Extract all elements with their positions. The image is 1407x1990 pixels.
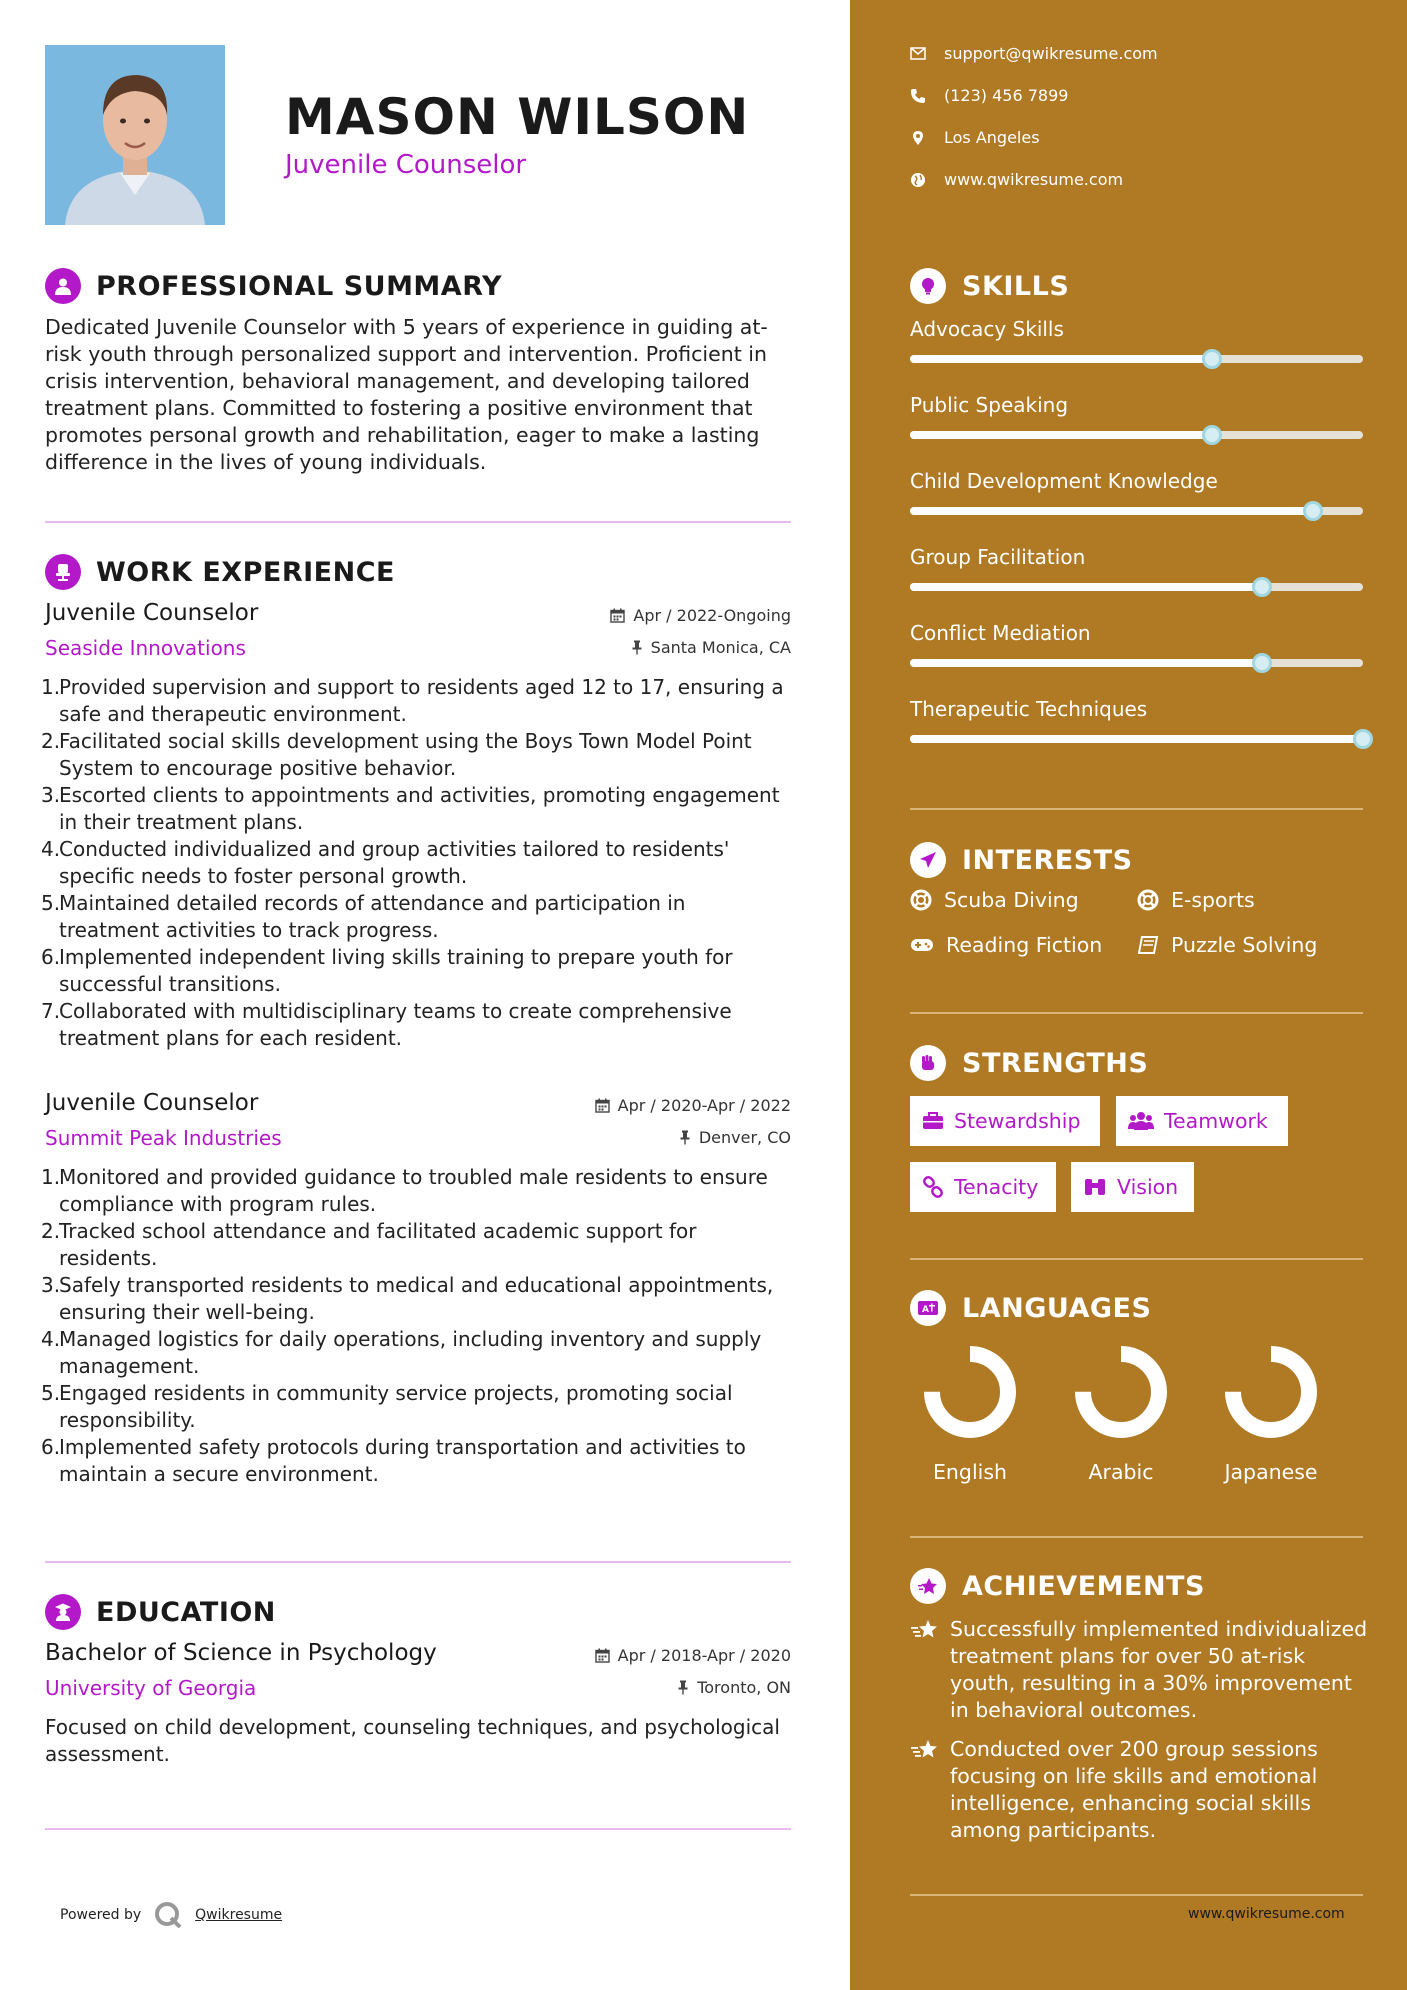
skill-name: Conflict Mediation <box>910 621 1091 645</box>
school: University of Georgia <box>45 1676 257 1700</box>
skill-item <box>910 469 1363 515</box>
fist-icon <box>910 1045 946 1081</box>
achievement-text: Conducted over 200 group sessions focusing on life skills and emotional intelligence, enhancing social skills among participants. <box>950 1737 1318 1842</box>
degree: Bachelor of Science in Psychology <box>45 1640 437 1666</box>
language-item <box>1211 1342 1331 1484</box>
interest-label: Scuba Diving <box>944 888 1079 912</box>
education-date-text: Apr / 2018-Apr / 2020 <box>617 1646 791 1665</box>
skill-bar-fill <box>910 431 1212 439</box>
list-item: 7. Collaborated with multidisciplinary teams to create comprehensive treatment plans for each resident. <box>41 999 732 1050</box>
job-company: Seaside Innovations <box>45 636 246 660</box>
job-title: Juvenile Counselor <box>45 1090 259 1116</box>
gamepad-icon <box>910 937 934 953</box>
contact-phone[interactable] <box>910 86 1068 105</box>
job-location-text: Denver, CO <box>698 1128 791 1147</box>
contact-website[interactable] <box>910 170 1123 189</box>
achievements-title: ACHIEVEMENTS <box>962 1570 1205 1602</box>
qwikresume-logo-icon <box>153 1900 183 1930</box>
job-location <box>679 1128 791 1147</box>
candidate-title: Juvenile Counselor <box>285 150 527 180</box>
education-title: EDUCATION <box>96 1596 276 1628</box>
paper-plane-icon <box>910 842 946 878</box>
job-date <box>595 1096 791 1115</box>
language-item <box>910 1342 1030 1484</box>
contact-email[interactable] <box>910 44 1158 63</box>
skill-name: Child Development Knowledge <box>910 469 1218 493</box>
experience-title: WORK EXPERIENCE <box>96 556 395 588</box>
skill-item <box>910 621 1363 667</box>
email-text: support@qwikresume.com <box>944 44 1158 63</box>
divider <box>910 1894 1363 1896</box>
divider <box>45 521 791 523</box>
book-icon <box>1137 935 1159 955</box>
pin-icon <box>679 1130 691 1145</box>
skill-name: Group Facilitation <box>910 545 1086 569</box>
language-label: English <box>932 1460 1008 1484</box>
achievement-text: Successfully implemented individualized treatment plans for over 50 at-risk youth, resulting in a 30% improvement in behavioral outcomes. <box>950 1617 1368 1722</box>
strength-label: Tenacity <box>954 1175 1039 1199</box>
list-item: 6. Implemented independent living skills training to prepare youth for successful transitions. <box>41 945 733 996</box>
interest-label: Reading Fiction <box>946 933 1103 957</box>
candidate-name: MASON WILSON <box>285 88 750 146</box>
skill-bar-fill <box>910 659 1262 667</box>
skill-bar-handle <box>1202 425 1222 445</box>
shooting-star-icon <box>910 1738 940 1762</box>
skill-bar <box>910 355 1363 363</box>
strength-label: Stewardship <box>954 1109 1081 1133</box>
skill-name: Advocacy Skills <box>910 317 1064 341</box>
star-icon <box>910 1568 946 1604</box>
list-item: 5. Maintained detailed records of attendance and participation in treatment activities to track progress. <box>41 891 686 942</box>
contact-location <box>910 128 1040 147</box>
skill-name: Therapeutic Techniques <box>910 697 1148 721</box>
profile-photo <box>45 45 225 225</box>
achievement-item <box>910 1736 1370 1844</box>
languages-title: LANGUAGES <box>962 1292 1152 1324</box>
education-description: Focused on child development, counseling techniques, and psychological assessment. <box>45 1715 780 1766</box>
skill-item <box>910 697 1363 743</box>
job-entry <box>41 600 791 1052</box>
shooting-star-icon <box>910 1618 940 1642</box>
calendar-icon <box>595 1648 610 1663</box>
skill-bar-fill <box>910 355 1212 363</box>
language-label: Arabic <box>1088 1460 1154 1484</box>
skill-bar <box>910 431 1363 439</box>
job-bullets <box>41 674 791 1052</box>
job-bullets <box>41 1164 791 1488</box>
map-marker-icon <box>910 130 926 146</box>
strength-label: Teamwork <box>1164 1109 1268 1133</box>
interests-heading <box>910 842 1133 878</box>
phone-text: (123) 456 7899 <box>944 86 1069 105</box>
language-donut <box>1221 1342 1321 1442</box>
achievements-heading <box>910 1568 1205 1604</box>
chair-icon <box>45 554 81 590</box>
interests-title: INTERESTS <box>962 844 1133 876</box>
calendar-icon <box>610 608 625 623</box>
divider <box>910 1012 1363 1014</box>
job-title: Juvenile Counselor <box>45 600 259 626</box>
summary-title: PROFESSIONAL SUMMARY <box>96 270 503 302</box>
globe-icon <box>910 172 926 188</box>
skill-bar-fill <box>910 507 1313 515</box>
skills-heading <box>910 268 1069 304</box>
skill-bar <box>910 507 1363 515</box>
divider <box>45 1561 791 1563</box>
powered-by <box>60 1900 282 1930</box>
job-location-text: Santa Monica, CA <box>650 638 791 657</box>
experience-heading <box>45 554 395 590</box>
list-item: 5. Engaged residents in community service projects, promoting social responsibility. <box>41 1381 733 1432</box>
skill-bar-handle <box>1353 729 1373 749</box>
strength-badge <box>1071 1162 1194 1212</box>
interest-item <box>1137 933 1317 957</box>
skill-item <box>910 545 1363 591</box>
list-item: 3. Safely transported residents to medical and educational appointments, ensuring their well-being. <box>41 1273 774 1324</box>
pin-icon <box>677 1680 689 1695</box>
divider <box>45 1828 791 1830</box>
education-heading <box>45 1594 276 1630</box>
education-location <box>677 1678 791 1697</box>
skill-bar <box>910 659 1363 667</box>
skill-bar-handle <box>1303 501 1323 521</box>
strengths-heading <box>910 1045 1148 1081</box>
job-date-text: Apr / 2022-Ongoing <box>633 606 791 625</box>
skills-title: SKILLS <box>962 270 1070 302</box>
users-icon <box>1128 1111 1154 1131</box>
list-item: 4. Conducted individualized and group activities tailored to residents' specific needs to foster personal growth. <box>41 837 730 888</box>
graduate-icon <box>45 1594 81 1630</box>
lifebuoy-icon <box>910 889 932 911</box>
footer-website[interactable]: www.qwikresume.com <box>1188 1906 1345 1922</box>
divider <box>910 808 1363 810</box>
language-label: Japanese <box>1224 1460 1318 1484</box>
job-date-text: Apr / 2020-Apr / 2022 <box>617 1096 791 1115</box>
language-donut <box>920 1342 1020 1442</box>
education-date <box>595 1646 791 1665</box>
list-item: 3. Escorted clients to appointments and activities, promoting engagement in their treatment plans. <box>41 783 780 834</box>
qwikresume-link[interactable]: Qwikresume <box>195 1907 283 1923</box>
summary-text: Dedicated Juvenile Counselor with 5 years of experience in guiding at-risk youth through personalized support and intervention. Proficient in crisis intervention, behavioral management, and developing tailored treatment plans. Committed to fostering a positive environment that promotes personal growth and rehabilitation, eager to make a lasting difference in the lives of young individuals. <box>45 315 768 474</box>
strengths-title: STRENGTHS <box>962 1047 1149 1079</box>
interest-label: E-sports <box>1171 888 1255 912</box>
website-text: www.qwikresume.com <box>944 170 1124 189</box>
svg-text:A: A <box>922 1305 929 1315</box>
skill-name: Public Speaking <box>910 393 1069 417</box>
interest-item <box>910 933 1102 957</box>
list-item: 6. Implemented safety protocols during transportation and activities to maintain a secure environment. <box>41 1435 746 1486</box>
link-icon <box>922 1176 944 1198</box>
languages-heading <box>910 1290 1151 1326</box>
skill-bar <box>910 735 1363 743</box>
strength-badge <box>1116 1096 1288 1146</box>
language-item <box>1061 1342 1181 1484</box>
job-company: Summit Peak Industries <box>45 1126 282 1150</box>
translate-icon <box>910 1290 946 1326</box>
list-item: 1. Provided supervision and support to residents aged 12 to 17, ensuring a safe and therapeutic environment. <box>41 675 784 726</box>
pin-icon <box>631 640 643 655</box>
location-text: Los Angeles <box>944 128 1040 147</box>
phone-icon <box>910 88 926 104</box>
briefcase-icon <box>922 1112 944 1130</box>
lightbulb-icon <box>910 268 946 304</box>
calendar-icon <box>595 1098 610 1113</box>
strength-badge <box>910 1096 1100 1146</box>
job-date <box>610 606 791 625</box>
skill-bar-handle <box>1202 349 1222 369</box>
divider <box>910 1258 1363 1260</box>
binoculars-icon <box>1083 1177 1107 1197</box>
interest-item <box>1137 888 1255 912</box>
strength-label: Vision <box>1117 1175 1179 1199</box>
language-donut <box>1071 1342 1171 1442</box>
interest-item <box>910 888 1079 912</box>
skill-bar-fill <box>910 735 1363 743</box>
envelope-icon <box>910 47 926 60</box>
education-location-text: Toronto, ON <box>697 1678 791 1697</box>
education-entry <box>45 1640 791 1768</box>
interest-label: Puzzle Solving <box>1171 933 1318 957</box>
list-item: 1. Monitored and provided guidance to troubled male residents to ensure compliance with program rules. <box>41 1165 768 1216</box>
list-item: 2. Tracked school attendance and facilitated academic support for residents. <box>41 1219 697 1270</box>
lifebuoy-icon <box>1137 889 1159 911</box>
skill-bar-fill <box>910 583 1262 591</box>
job-entry <box>41 1090 791 1488</box>
achievement-item <box>910 1616 1370 1724</box>
summary-heading <box>45 268 502 304</box>
divider <box>910 1536 1363 1538</box>
skill-item <box>910 393 1363 439</box>
powered-by-label: Powered by <box>60 1907 142 1923</box>
list-item: 2. Facilitated social skills development using the Boys Town Model Point System to encourage positive behavior. <box>41 729 752 780</box>
skill-item <box>910 317 1363 363</box>
user-icon <box>45 268 81 304</box>
strength-badge <box>910 1162 1056 1212</box>
list-item: 4. Managed logistics for daily operations, including inventory and supply management. <box>41 1327 762 1378</box>
skill-bar <box>910 583 1363 591</box>
job-location <box>631 638 791 657</box>
